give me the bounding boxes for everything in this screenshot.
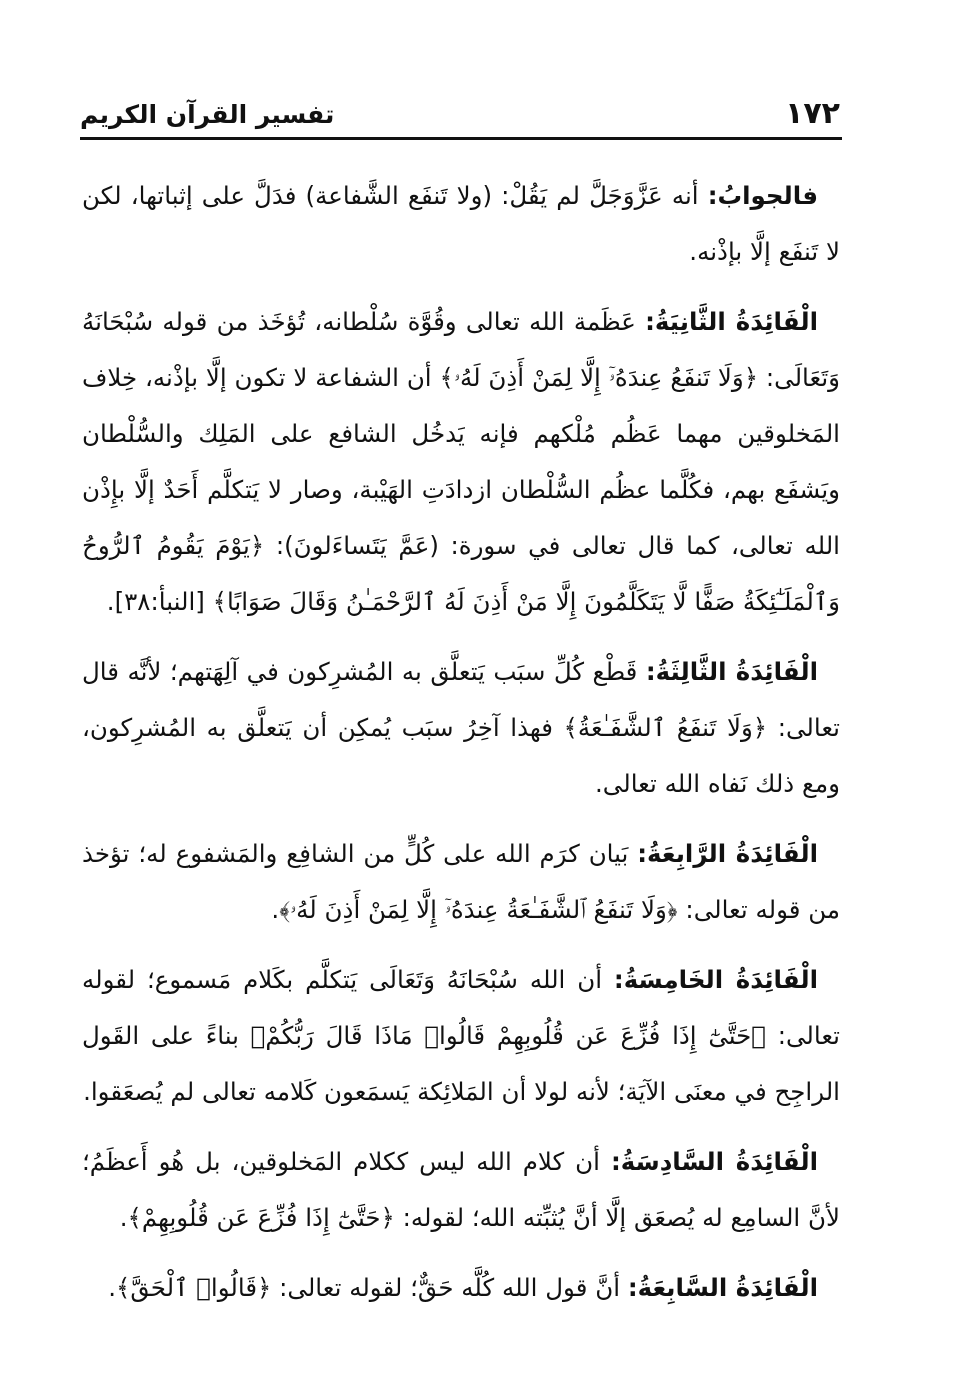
paragraph-benefit-5: [82, 952, 840, 1120]
paragraph-text: بَيان كرَم الله على كُلٍّ من الشافِع والمَشفوع له؛ تؤخذ من قوله تعالى: ﴿وَلَا تَنفَعُ ٱلشَّفَـٰعَةُ عِندَهُۥٓ إِلَّا لِمَنْ أَذِنَ لَهُۥ﴾.: [82, 839, 840, 924]
paragraph-lead: الْفَائِدَةُ الثَّانِيَةُ:: [645, 307, 818, 336]
paragraph-benefit-4: [82, 826, 840, 938]
page-body: [82, 168, 840, 1330]
paragraph-answer: [82, 168, 840, 280]
paragraph-lead: الْفَائِدَةُ السَّادِسَةُ:: [610, 1147, 818, 1176]
paragraph-text: أن كلام الله ليس ككلام المَخلوقين، بل هُو أَعظَمُ؛ لأنَّ السامِع له يُصعَق إلَّا أنَّ يُثبِّته الله؛ لقوله: ﴿حَتَّىٰٓ إِذَا فُزِّعَ عَن قُلُوبِهِمْ﴾.: [82, 1147, 840, 1232]
paragraph-lead: الْفَائِدَةُ الرَّابِعَةُ:: [637, 839, 818, 868]
paragraph-benefit-6: [82, 1134, 840, 1246]
paragraph-text: أنه عَزَّوَجَلَّ لم يَقُلْ: (ولا تَنفَع الشَّفاعة) فدَلَّ على إثباتها، لكن لا تَنفَع إلَّا بإذْنه.: [82, 181, 840, 266]
paragraph-benefit-3: [82, 644, 840, 812]
paragraph-lead: فالجوابُ:: [707, 181, 818, 210]
paragraph-lead: الْفَائِدَةُ الخَامِسَةُ:: [613, 965, 818, 994]
header-rule: [80, 137, 842, 140]
paragraph-text: أنَّ قول الله كُلَّه حَقٌّ؛ لقوله تعالى: ﴿قَالُوا۟ ٱلْحَقَّ﴾.: [108, 1273, 621, 1302]
paragraph-text: أن الله سُبْحَانَهُ وَتَعَالَى يَتكلَّم بكَلام مَسموع؛ لقوله تعالى: ﴿حَتَّىٰٓ إِذَا فُزِّعَ عَن قُلُوبِهِمْ قَالُوا۟ مَاذَا قَالَ رَبُّكُمْ﴾ بناءً على القَول الراجِح في معنَى الآيَة؛ لأنه لولا أن المَلائِكة يَسمَعون كَلامه تعالى لم يُصعَقوا.: [82, 965, 840, 1106]
page-header: [80, 96, 840, 138]
paragraph-benefit-2: [82, 294, 840, 630]
paragraph-benefit-7: [82, 1260, 840, 1316]
paragraph-text: عَظَمة الله تعالى وقُوَّة سُلْطانه، تُؤخَذ من قوله سُبْحَانَهُ وَتَعَالَى: ﴿وَلَا تَنفَعُ عِندَهُۥٓ إِلَّا لِمَنْ أَذِنَ لَهُۥ﴾ أن الشفاعة لا تكون إلَّا بإذْنه، خِلاف المَخلوقين مهما عَظُم مُلْكهم فإنه يَدخُل الشافع على المَلِك والسُّلْطان ويَشفَع بهم، فكُلَّما عظُم السُّلْطان ازدادَتِ الهَيْبة، وصار لا يَتكلَّم أَحَدٌ إلَّا بإِذْن الله تعالى، كما قال تعالى في سورة: (عَمَّ يَتَساءَلونَ): ﴿يَوْمَ يَقُومُ ٱلرُّوحُ وَٱلْمَلَـٰٓئِكَةُ صَفًّا لَّا يَتَكَلَّمُونَ إِلَّا مَنْ أَذِنَ لَهُ ٱلرَّحْمَـٰنُ وَقَالَ صَوَابًا﴾ [النبأ:٣٨].: [82, 307, 840, 616]
page-number: ١٧٢: [785, 96, 840, 131]
paragraph-text: قَطْع كُلِّ سبَب يَتعلَّق به المُشرِكون في آلِهَتهم؛ لأنَّه قال تعالى: ﴿وَلَا تَنفَعُ ٱلشَّفَـٰعَةُ﴾ فهذا آخِرُ سبَب يُمكِن أن يَتعلَّق به المُشرِكون، ومع ذلك نَفاه الله تعالى.: [82, 657, 840, 798]
paragraph-lead: الْفَائِدَةُ الثَّالِثَةُ:: [645, 657, 818, 686]
book-title: تفسير القرآن الكريم: [80, 100, 335, 129]
paragraph-lead: الْفَائِدَةُ السَّابِعَةُ:: [627, 1273, 818, 1302]
